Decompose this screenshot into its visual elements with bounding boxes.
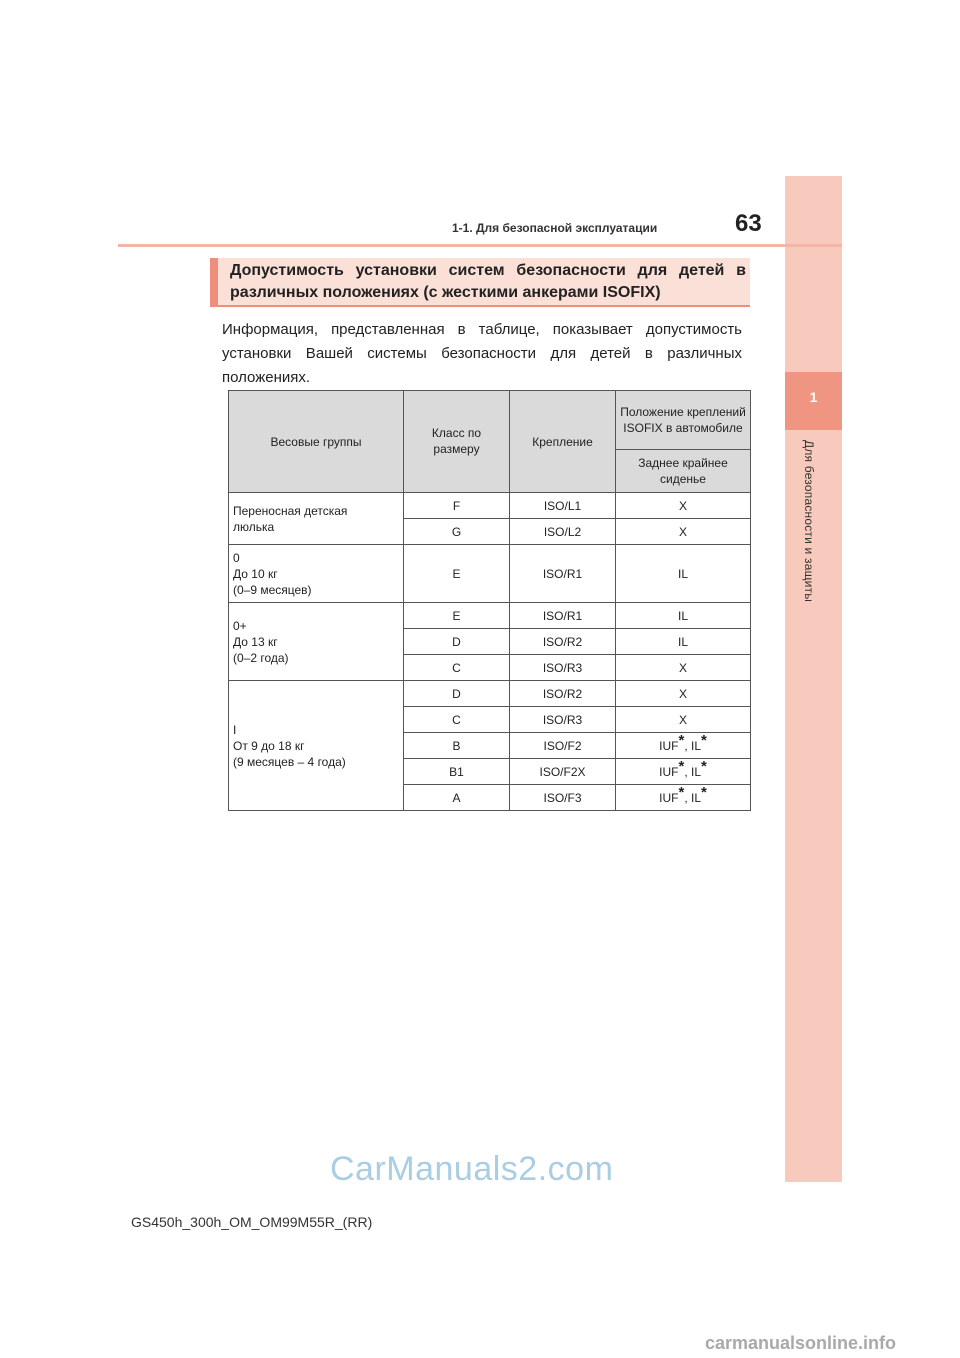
side-strip [785,176,842,1182]
position-cell: IL [616,545,751,603]
weight-group-cell [229,603,404,681]
position-cell: IUF*, IL* [616,759,751,785]
size-class-cell: D [404,681,510,707]
fixture-cell: ISO/F2 [510,733,616,759]
page-number: 63 [735,210,762,237]
table-row [229,603,751,629]
document-code: GS450h_300h_OM_OM99M55R_(RR) [131,1214,373,1230]
chapter-label: Для безопасности и защиты [802,440,816,603]
fixture-cell: ISO/F2X [510,759,616,785]
weight-group-label-line: Переносная детская [233,503,348,518]
size-class-cell: D [404,629,510,655]
table-row [229,545,751,603]
footnote-mark: * [678,731,685,749]
fixture-cell: ISO/F3 [510,785,616,811]
weight-group-label-line: (9 месяцев – 4 года) [233,754,346,769]
col-header-size-class: Класс по размеру [404,391,510,493]
footnote-mark: * [701,783,707,801]
table-row [229,681,751,707]
watermark-carmanuals2: CarManuals2.com [330,1150,614,1188]
weight-group-label-line: До 13 кг [233,634,278,649]
position-cell: IUF*, IL* [616,733,751,759]
col-header-weight-group: Весовые группы [229,391,404,493]
col-header-rear-outboard: Заднее крайнее сиденье [616,450,751,493]
weight-group-label-line: От 9 до 18 кг [233,738,305,753]
position-cell: X [616,707,751,733]
position-cell: IL [616,629,751,655]
weight-group-cell [229,545,404,603]
watermark-carmanualsonline: carmanualsonline.info [705,1333,897,1353]
footnote-mark: * [678,783,685,801]
header-divider [118,244,842,247]
col-header-fixture: Крепление [510,391,616,493]
table-row [229,493,751,519]
size-class-cell: G [404,519,510,545]
size-class-cell: F [404,493,510,519]
fixture-cell: ISO/R2 [510,629,616,655]
size-class-cell: B1 [404,759,510,785]
size-class-cell: E [404,545,510,603]
footnote-mark: * [701,757,707,775]
position-cell: X [616,493,751,519]
fixture-cell: ISO/L1 [510,493,616,519]
footnote-mark: * [678,757,685,775]
size-class-cell: C [404,707,510,733]
position-cell: X [616,655,751,681]
intro-paragraph: Информация, представленная в таблице, показывает допустимость установки Вашей системы безопасности для детей в различных положениях. [222,321,742,386]
isofix-table-body [229,391,751,811]
fixture-cell: ISO/R1 [510,603,616,629]
size-class-cell: E [404,603,510,629]
chapter-number: 1 [809,389,818,405]
chapter-tab [785,372,842,430]
size-class-cell: A [404,785,510,811]
weight-group-label-line: 0+ [233,618,247,633]
section-heading: Допустимость установки систем безопасности для детей в различных положениях (с жесткими анкерами ISOFIX) [230,262,746,301]
size-class-cell: B [404,733,510,759]
section-heading-box [210,258,750,307]
position-cell: IL [616,603,751,629]
weight-group-cell [229,681,404,811]
position-cell: X [616,519,751,545]
fixture-cell: ISO/R1 [510,545,616,603]
weight-group-label-line: I [233,722,237,737]
position-cell: X [616,681,751,707]
isofix-table [228,390,751,811]
footnote-mark: * [701,731,707,749]
col-header-vehicle-positions: Положение креплений ISOFIX в автомобиле [616,391,751,450]
weight-group-cell [229,493,404,545]
weight-group-label-line: 0 [233,550,240,565]
fixture-cell: ISO/R3 [510,655,616,681]
fixture-cell: ISO/L2 [510,519,616,545]
fixture-cell: ISO/R2 [510,681,616,707]
weight-group-label-line: (0–9 месяцев) [233,582,312,597]
section-title: 1-1. Для безопасной эксплуатации [452,221,658,235]
position-cell: IUF*, IL* [616,785,751,811]
size-class-cell: C [404,655,510,681]
fixture-cell: ISO/R3 [510,707,616,733]
weight-group-label-line: (0–2 года) [233,650,289,665]
weight-group-label-line: До 10 кг [233,566,278,581]
weight-group-label-line: люлька [233,519,275,534]
